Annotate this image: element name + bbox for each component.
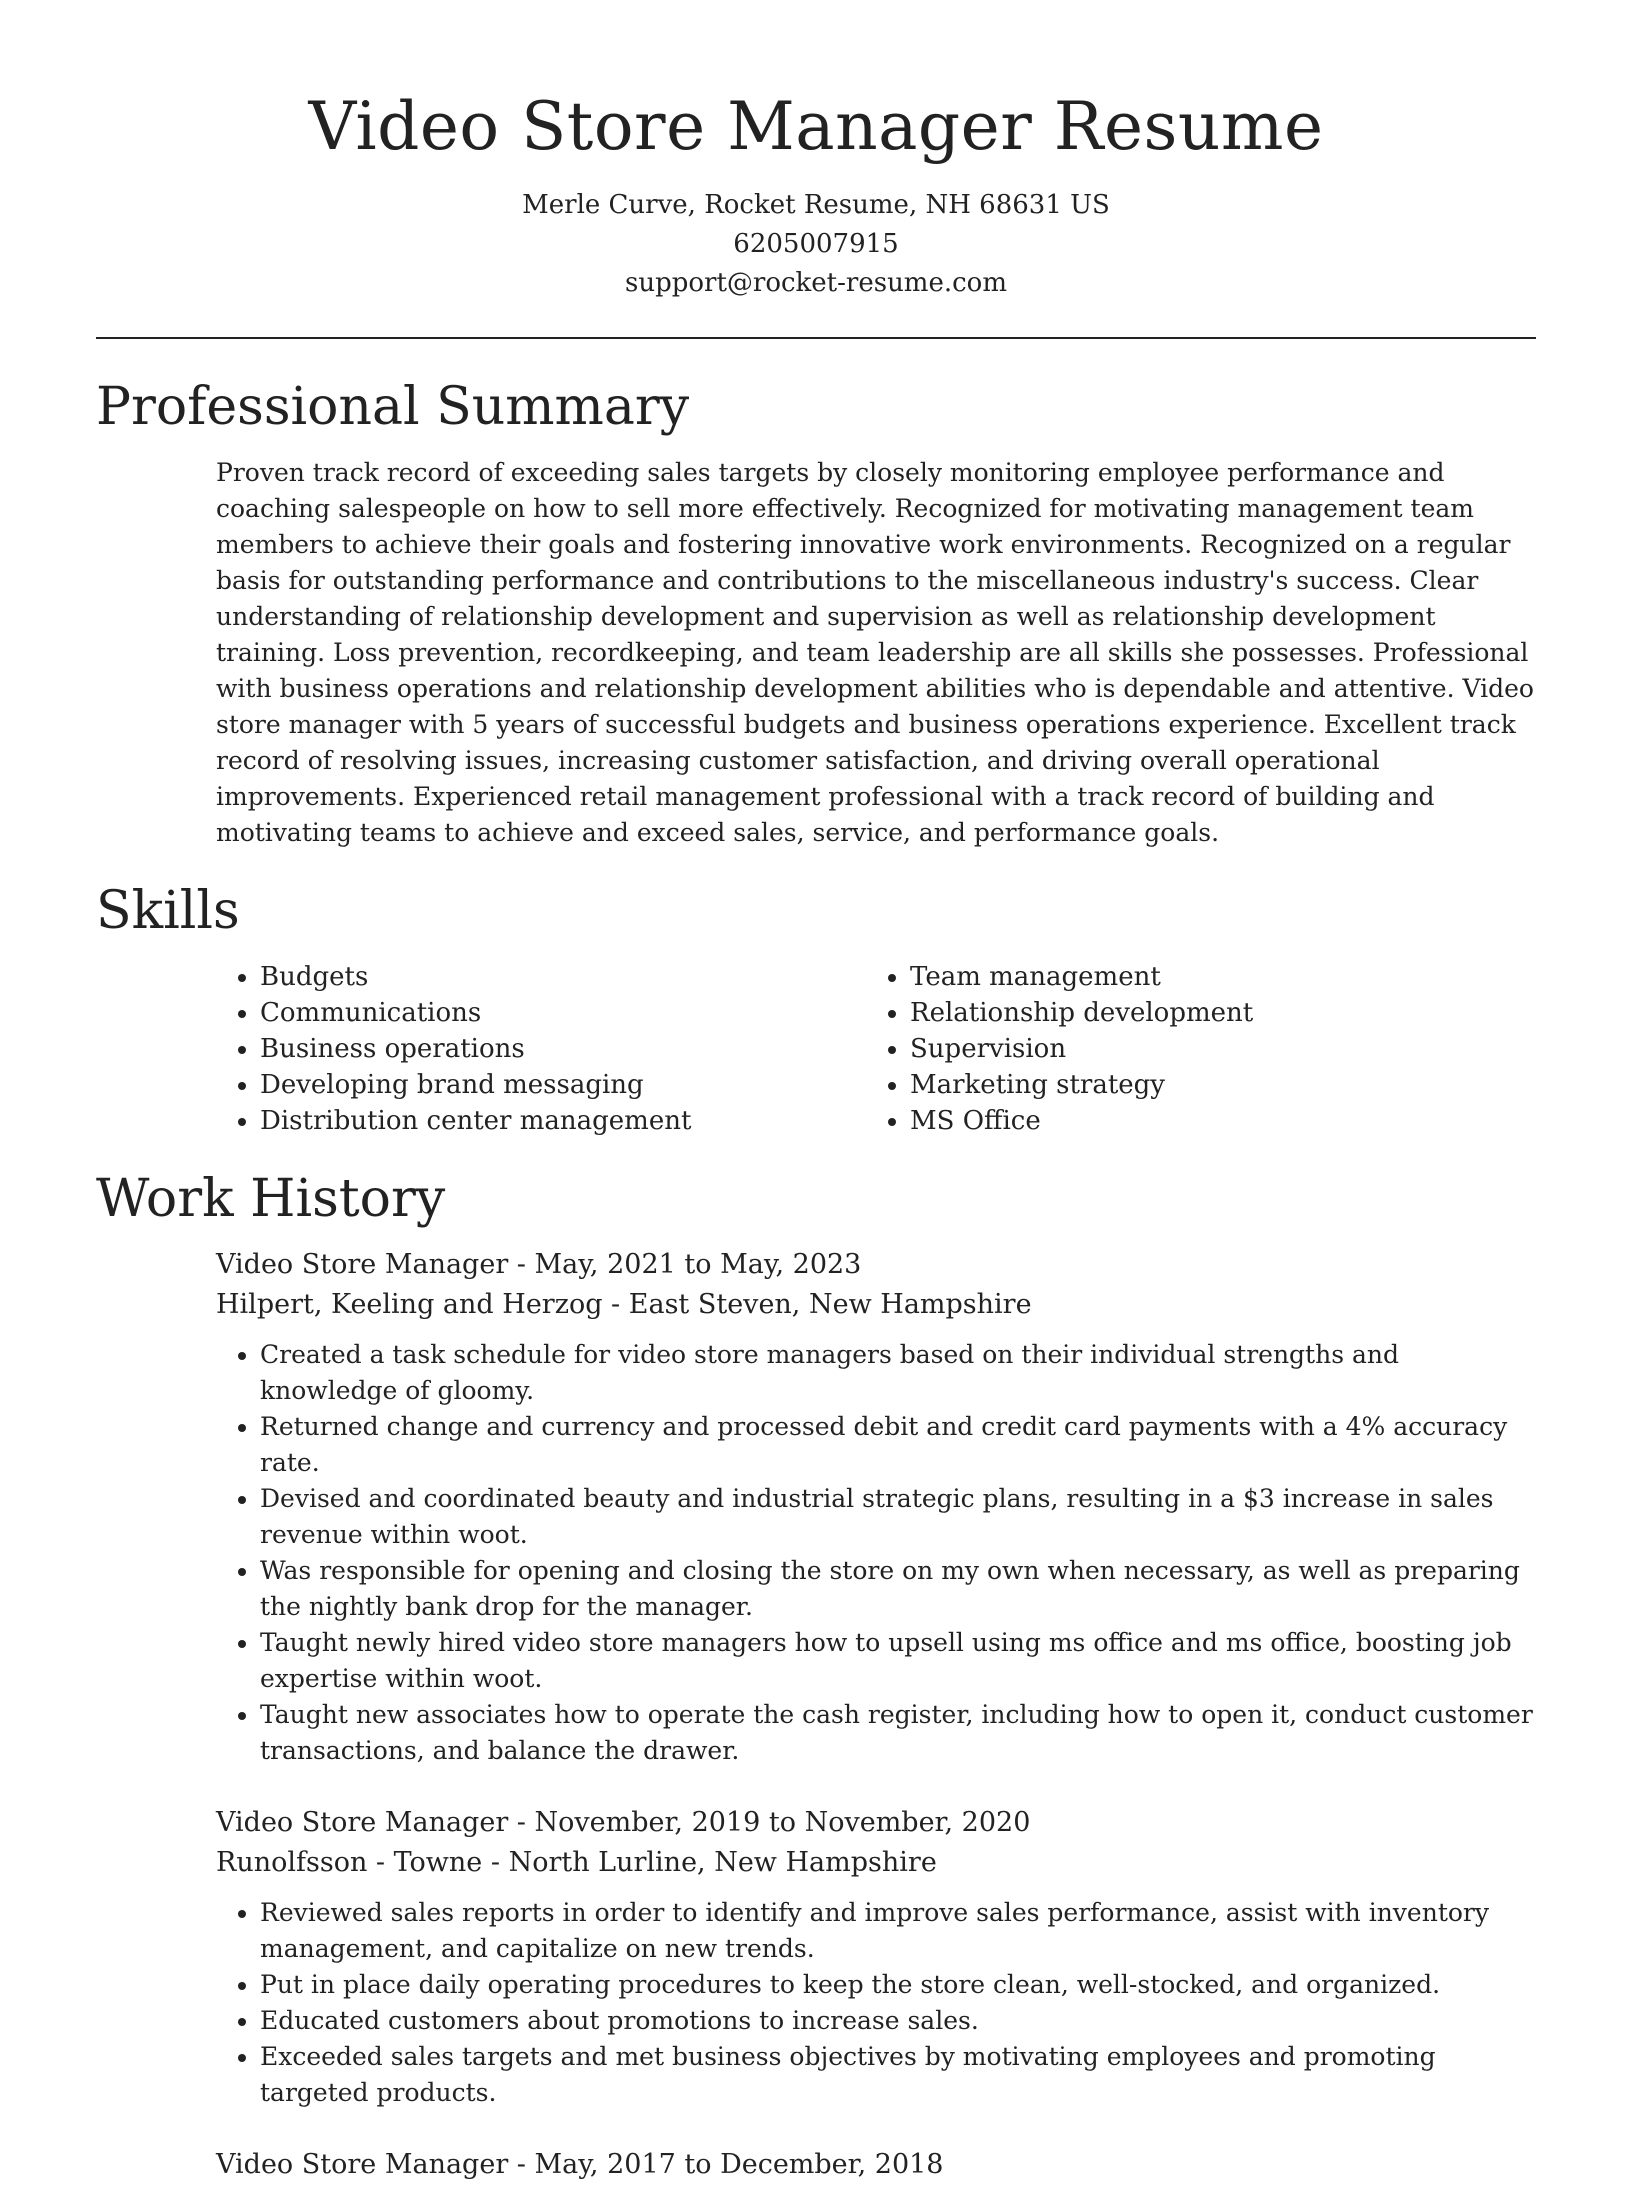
job-title-line: Video Store Manager - May, 2017 to December, 2018 xyxy=(216,2149,944,2180)
skill-item: • Distribution center management xyxy=(260,1103,866,1139)
job-bullets xyxy=(216,1337,1536,1769)
contact-phone: 6205007915 xyxy=(733,229,899,259)
job-bullet: • Reviewed sales reports in order to identify and improve sales performance, assist with inventory management, and capitalize on new trends. xyxy=(260,1895,1536,1967)
resume-page xyxy=(96,0,1536,2185)
job-company-line: Runolfsson - Towne - North Lurline, New Hampshire xyxy=(216,1847,937,1878)
job-company-line: Hilpert, Keeling and Herzog - East Steven, New Hampshire xyxy=(216,1289,1032,1320)
contact-email: support@rocket-resume.com xyxy=(624,268,1007,298)
skill-item: • Marketing strategy xyxy=(910,1067,1516,1103)
skill-item: • Budgets xyxy=(260,959,866,995)
job-bullet: • Was responsible for opening and closing the store on my own when necessary, as well as preparing the nightly bank drop for the manager. xyxy=(260,1553,1536,1625)
job-bullet: • Returned change and currency and processed debit and credit card payments with a 4% accuracy rate. xyxy=(260,1409,1536,1481)
job-bullet: • Exceeded sales targets and met business objectives by motivating employees and promoting targeted products. xyxy=(260,2039,1536,2111)
skill-item: • Relationship development xyxy=(910,995,1516,1031)
job-bullet: • Created a task schedule for video store managers based on their individual strengths and knowledge of gloomy. xyxy=(260,1337,1536,1409)
skills-column-right xyxy=(866,959,1516,1139)
job-entry xyxy=(216,1245,1536,1769)
job-bullets xyxy=(216,1895,1536,2111)
skills-heading: Skills xyxy=(96,881,240,941)
job-bullet: • Taught new associates how to operate the cash register, including how to open it, conduct customer transactions, and balance the drawer. xyxy=(260,1697,1536,1769)
job-entry xyxy=(216,2145,1536,2185)
skill-item: • Communications xyxy=(260,995,866,1031)
skill-item: • MS Office xyxy=(910,1103,1516,1139)
job-bullet: • Devised and coordinated beauty and industrial strategic plans, resulting in a $3 increase in sales revenue within woot. xyxy=(260,1481,1536,1553)
job-bullet: • Educated customers about promotions to increase sales. xyxy=(260,2003,1536,2039)
job-title-line: Video Store Manager - May, 2021 to May, 2023 xyxy=(216,1249,862,1280)
skills-list xyxy=(216,959,1536,1139)
resume-title: Video Store Manager Resume xyxy=(308,88,1324,165)
work-history-heading: Work History xyxy=(96,1169,446,1229)
header-divider xyxy=(96,337,1536,339)
summary-heading: Professional Summary xyxy=(96,377,690,437)
summary-text: Proven track record of exceeding sales targets by closely monitoring employee performance and coaching salespeople on how to sell more effectively. Recognized for motivating management team members to achieve their goals and fostering innovative work environments. Recognized on a regular basis for outstanding performance and contributions to the miscellaneous industry's success. Clear understanding of relationship development and supervision as well as relationship development training. Loss prevention, recordkeeping, and team leadership are all skills she possesses. Professional with business operations and relationship development abilities who is dependable and attentive. Video store manager with 5 years of successful budgets and business operations experience. Excellent track record of resolving issues, increasing customer satisfaction, and driving overall operational improvements. Experienced retail management professional with a track record of building and motivating teams to achieve and exceed sales, service, and performance goals. xyxy=(216,458,1534,847)
job-entry xyxy=(216,1803,1536,2111)
contact-block xyxy=(96,186,1536,303)
job-bullet: • Put in place daily operating procedures to keep the store clean, well-stocked, and organized. xyxy=(260,1967,1536,2003)
skill-item: • Developing brand messaging xyxy=(260,1067,866,1103)
resume-header xyxy=(96,0,1536,303)
job-bullet: • Taught newly hired video store managers how to upsell using ms office and ms office, boosting job expertise within woot. xyxy=(260,1625,1536,1697)
contact-address: Merle Curve, Rocket Resume, NH 68631 US xyxy=(522,190,1110,220)
skills-column-left xyxy=(216,959,866,1139)
job-title-line: Video Store Manager - November, 2019 to November, 2020 xyxy=(216,1807,1031,1838)
skill-item: • Supervision xyxy=(910,1031,1516,1067)
skill-item: • Team management xyxy=(910,959,1516,995)
skill-item: • Business operations xyxy=(260,1031,866,1067)
